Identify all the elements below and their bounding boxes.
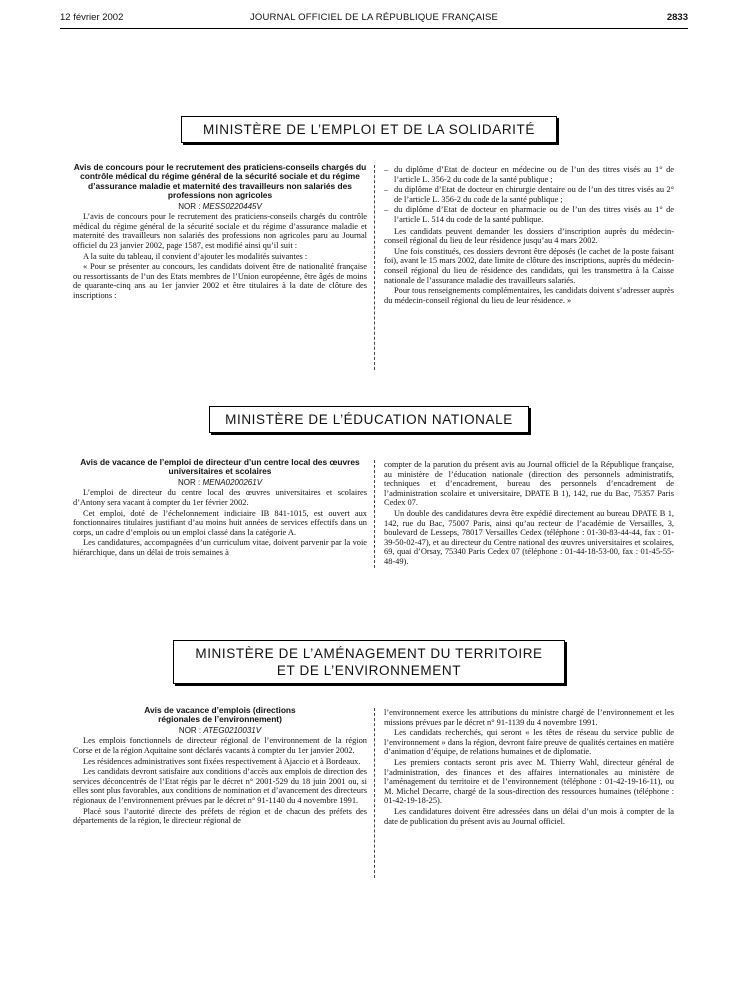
list-item: – du diplôme d’Etat de docteur en médecine ou de l’un des titres visés au 1° de l’article L. 356-2 du code de la santé publique ; bbox=[384, 165, 674, 184]
paragraph: Cet emploi, doté de l’échelonnement indiciaire IB 841-1015, est ouvert aux fonctionnaires titulaires justifiant d’au moins huit années de services effectifs dans un corps, un cadre d’emplois ou un emploi classé dans la catégorie A. bbox=[73, 508, 367, 537]
notice-2-right-column bbox=[384, 460, 674, 568]
nor-reference: NOR : MENA0200261V bbox=[177, 477, 263, 487]
paragraph: « Pour se présenter au concours, les candidats doivent être de nationalité française ou ressortissants de l’un des Etats membres de l’Union européenne, être âgés de moins de quarante-cinq ans au 1er janvier 2002 et être titulaires à la date de clôture des inscriptions : bbox=[73, 262, 367, 300]
paragraph: Les résidences administratives sont fixées respectivement à Ajaccio et à Bordeaux. bbox=[83, 756, 361, 766]
column-divider bbox=[374, 460, 375, 568]
paragraph: Pour tous renseignements complémentaires, les candidats doivent s’adresser auprès du médecin-conseil régional du lieu de leur résidence. » bbox=[384, 286, 674, 305]
paragraph: l’environnement exerce les attributions du ministre chargé de l’environnement et les missions prévues par le décret n° 91-1139 du 4 novembre 1991. bbox=[384, 708, 674, 727]
notice-title: Avis de vacance d’emplois (directions régionales de l’environnement) bbox=[144, 705, 296, 725]
paragraph: A la suite du tableau, il convient d’ajouter les modalités suivantes : bbox=[83, 251, 308, 261]
ministry-name: MINISTÈRE DE L’EMPLOI ET DE LA SOLIDARITÉ bbox=[203, 122, 535, 137]
notice-title: Avis de vacance de l’emploi de directeur d’un centre local des œuvres universitaires et scolaires bbox=[80, 457, 360, 477]
paragraph: Les candidats peuvent demander les dossiers d’inscription auprès du médecin-conseil régional du lieu de leur résidence jusqu’au 4 mars 2002. bbox=[384, 226, 674, 246]
nor-reference: NOR : ATEG0210031V bbox=[178, 725, 262, 735]
paragraph: Les candidatures, accompagnées d’un curriculum vitae, doivent parvenir par la voie hiérarchique, dans un délai de trois semaines à bbox=[73, 538, 367, 557]
nor-reference: NOR : MESS0220445V bbox=[178, 201, 262, 211]
ministry-name-line-1: MINISTÈRE DE L’AMÉNAGEMENT DU TERRITOIRE bbox=[195, 646, 543, 661]
ministry-heading-education bbox=[209, 406, 529, 433]
paragraph: Les candidats devront satisfaire aux conditions d’accès aux emplois de direction des services déconcentrés de l’Etat régis par le décret n° 2001-529 du 18 juin 2001 ou, si elles sont plus favorables, aux conditions de nomination et d’avancement des directeurs régionaux de l’environnement prévues par le décret n° 91-1140 du 4 novembre 1991. bbox=[73, 767, 367, 805]
page-number: 2833 bbox=[666, 12, 688, 23]
notice-2-left-column bbox=[73, 458, 367, 559]
notice-3-right-column bbox=[384, 708, 674, 827]
ministry-heading-emploi bbox=[181, 116, 557, 143]
page-header bbox=[60, 12, 688, 28]
issue-date: 12 février 2002 bbox=[60, 12, 124, 23]
list-item: – du diplôme d’Etat de docteur en pharmacie ou de l’un des titres visés au 1° de l’article L. 514 du code de la santé publique. bbox=[384, 205, 674, 224]
paragraph: Les candidats recherchés, qui seront « les têtes de réseau du service public de l’environnement » dans la région, devront faire preuve de qualités certaines en matière d’animation d’équipe, de relations humaines et de diplomatie. bbox=[384, 728, 674, 757]
paragraph: Un double des candidatures devra être expédié directement au bureau DPATE B 1, 142, rue du Bac, 75007 Paris, ainsi qu’au recteur de l’académie de Versailles, 3, boulevard de Lesseps, 78017 Versailles Cedex (téléphone : 01-30-83-44-44, fax : 01-39-50-02-47), et au directeur du Centre national des œuvres universitaires et scolaires, 69, quai d’Orsay, 75340 Paris Cedex 07 (téléphone : 01-44-18-53-00, fax : 01-45-55-48-49). bbox=[384, 508, 674, 566]
paragraph: Les candidatures doivent être adressées dans un délai d’un mois à compter de la date de publication du présent avis au Journal officiel. bbox=[384, 806, 674, 826]
header-rule bbox=[60, 28, 688, 29]
notice-3-left-column bbox=[73, 706, 367, 827]
notice-1-right-column bbox=[384, 165, 674, 306]
paragraph: Une fois constitués, ces dossiers devront être déposés (le cachet de la poste faisant foi), avant le 15 mars 2002, date limite de clôture des inscriptions, auprès du médecin-conseil régional du lieu de résidence des candidats, qui les transmettra à la Caisse nationale de l’assurance maladie des travailleurs salariés. bbox=[384, 246, 674, 285]
paragraph: L’emploi de directeur du centre local des œuvres universitaires et scolaires d’Antony sera vacant à compter du 1er février 2002. bbox=[73, 488, 367, 507]
notice-title: Avis de concours pour le recrutement des praticiens-conseils chargés du contrôle médical du régime général de la sécurité sociale et du régime d’assurance maladie et maternité des travailleurs non salariés des professions non agricoles bbox=[73, 162, 367, 201]
paragraph: Placé sous l’autorité directe des préfets de région et de chacun des préfets des départements de la région, le directeur régional de bbox=[73, 806, 367, 826]
paragraph: L’avis de concours pour le recrutement des praticiens-conseils chargés du contrôle médical du régime général de la sécurité sociale et du régime d’assurance maladie et maternité des travailleurs non salariés des professions non agricoles paru au Journal officiel du 23 janvier 2002, page 1587, est modifié ainsi qu’il suit : bbox=[73, 212, 367, 250]
paragraph: compter de la parution du présent avis au Journal officiel de la République française, au ministère de l’éducation nationale (direction des personnels administratifs, techniques et d’encadrement, bureau des personnels d’encadrement de l’administration scolaire et universitaire, DPATE B 1), 142, rue du Bac, 75357 Paris Cedex 07. bbox=[384, 460, 674, 508]
ministry-heading-amenagement bbox=[173, 640, 565, 684]
paragraph: Les premiers contacts seront pris avec M. Thierry Wahl, directeur général de l’administration, des finances et des affaires internationales au ministère de l’aménagement du territoire et de l’environnement (téléphone : 01-42-19-16-11), ou M. Michel Decarre, chargé de la sous-direction des ressources humaines (téléphone : 01-42-19-18-25). bbox=[384, 757, 674, 806]
column-divider bbox=[374, 708, 375, 878]
journal-title: JOURNAL OFFICIEL DE LA RÉPUBLIQUE FRANÇAISE bbox=[249, 12, 499, 23]
ministry-name: MINISTÈRE DE L’ÉDUCATION NATIONALE bbox=[225, 412, 513, 427]
notice-1-left-column bbox=[73, 163, 367, 302]
diploma-list bbox=[384, 165, 674, 225]
paragraph: Les emplois fonctionnels de directeur régional de l’environnement de la région Corse et de la région Aquitaine sont déclarés vacants à compter du 1er janvier 2002. bbox=[73, 736, 367, 755]
list-item: – du diplôme d’Etat de docteur en chirurgie dentaire ou de l’un des titres visés au 2° de l’article L. 356-2 du code de la santé publique ; bbox=[384, 185, 674, 204]
ministry-name-line-2: ET DE L’ENVIRONNEMENT bbox=[276, 663, 462, 678]
column-divider bbox=[374, 165, 375, 370]
